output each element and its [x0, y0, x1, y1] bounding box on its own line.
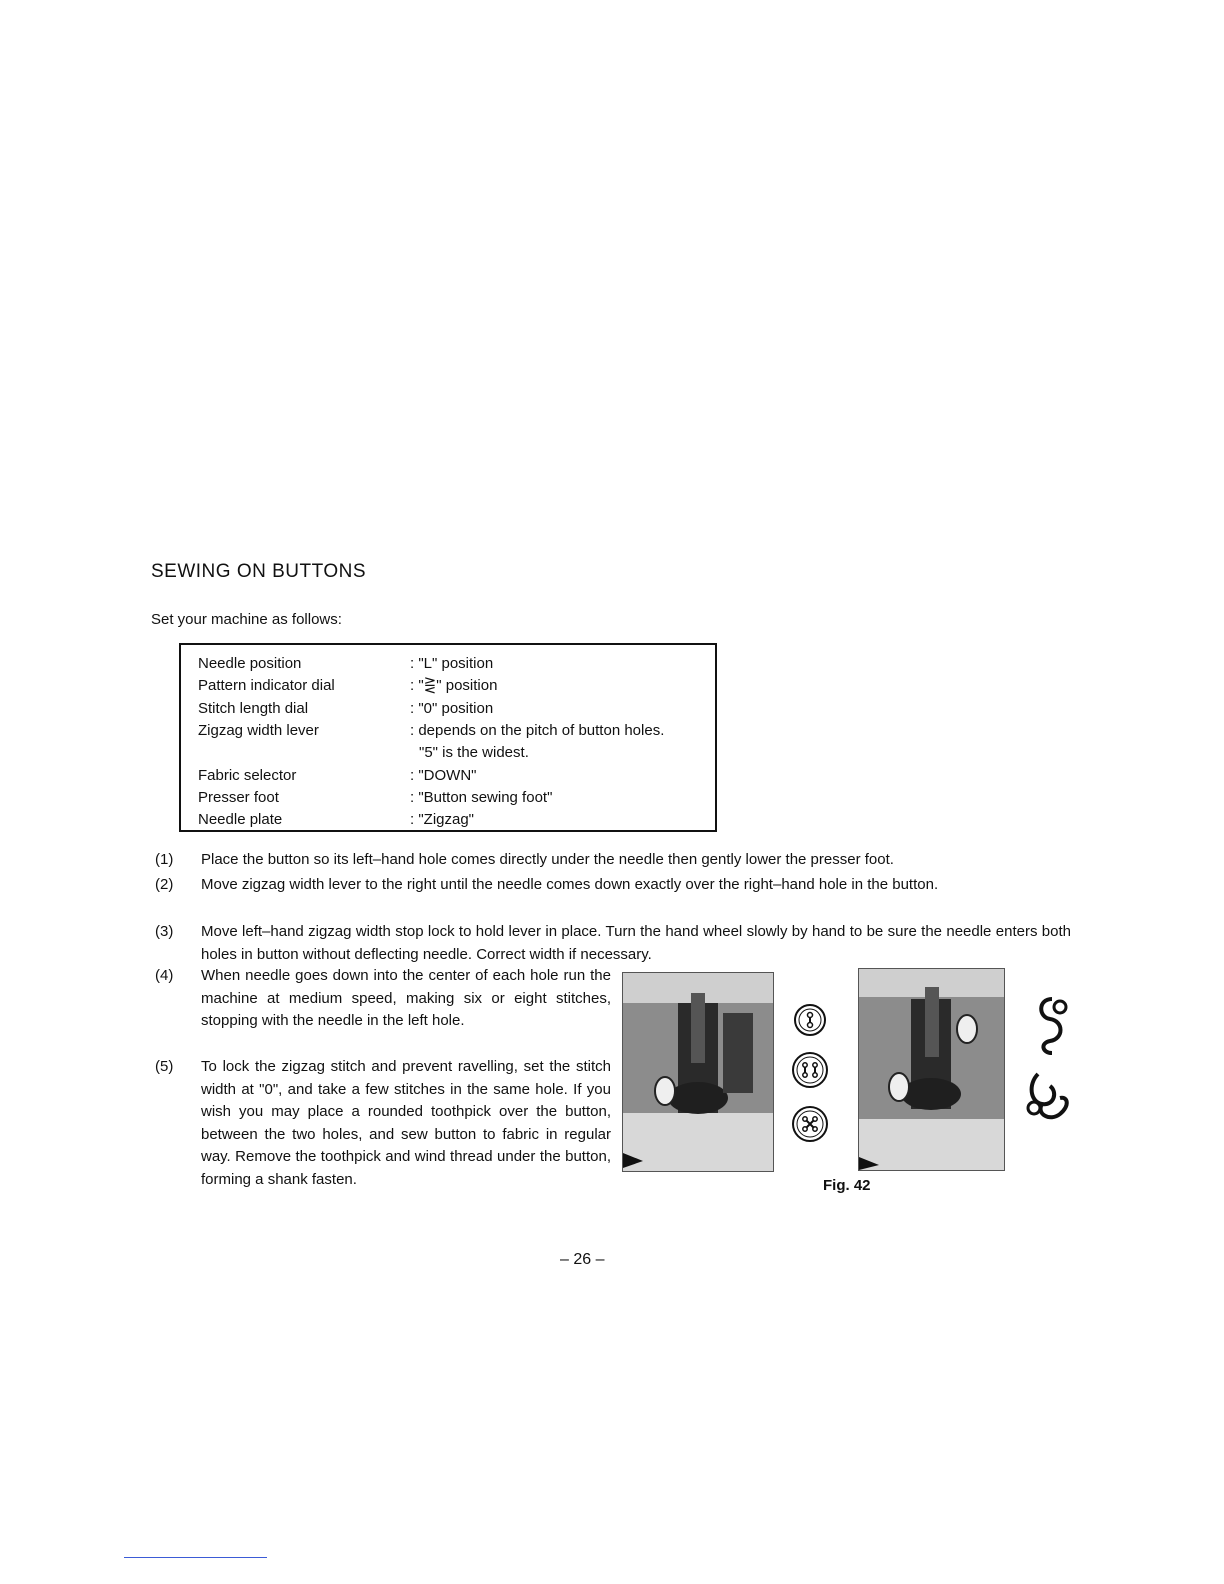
step-text: Place the button so its left–hand hole comes directly under the needle then gently lower the presser foot.: [201, 851, 894, 868]
step-number: (1): [155, 851, 174, 868]
footer-rule: [124, 1557, 267, 1558]
setting-value-continuation: "5" is the widest.: [419, 744, 529, 761]
setting-value: : "DOWN": [410, 767, 477, 784]
step-number: (4): [155, 967, 174, 984]
step-number: (5): [155, 1058, 174, 1075]
setting-label: Needle plate: [198, 811, 283, 828]
sewing-foot-photo-left: [622, 972, 774, 1172]
setting-label: Stitch length dial: [198, 700, 309, 717]
setting-value: : "⋛" position: [410, 677, 498, 694]
four-hole-button-cross-icon: [791, 1105, 829, 1143]
setting-label: Fabric selector: [198, 767, 297, 784]
thread-shank-icon: [1030, 995, 1074, 1057]
setting-label: Presser foot: [198, 789, 279, 806]
step-text: Move left–hand zigzag width stop lock to hold lever in place. Turn the hand wheel slowly by hand to be sure the needle enters both holes in button without deflecting needle. Correct width if necessary.: [201, 923, 1071, 963]
thread-knot-icon: [1024, 1068, 1076, 1124]
presser-foot-illustration: [859, 969, 1004, 1170]
setting-value: : "Zigzag": [410, 811, 475, 828]
setting-label: Pattern indicator dial: [198, 677, 335, 694]
intro-text: Set your machine as follows:: [151, 611, 342, 628]
step-number: (2): [155, 876, 174, 893]
sewing-foot-photo-right: [858, 968, 1005, 1171]
settings-box: [179, 643, 717, 832]
step-text: Move zigzag width lever to the right until the needle comes down exactly over the right–hand hole in the button.: [201, 876, 939, 893]
four-hole-button-parallel-icon: [791, 1051, 829, 1089]
setting-value: : depends on the pitch of button holes.: [410, 722, 665, 739]
setting-label: Zigzag width lever: [198, 722, 319, 739]
step-text: When needle goes down into the center of each hole run the machine at medium speed, making six or eight stitches, stopping with the needle in the left hole.: [201, 967, 611, 1029]
section-heading: SEWING ON BUTTONS: [151, 561, 367, 582]
setting-value: : "Button sewing foot": [410, 789, 553, 806]
setting-label: Needle position: [198, 655, 302, 672]
setting-value: : "L" position: [410, 655, 494, 672]
page-number: – 26 –: [560, 1251, 605, 1268]
figure-label: Fig. 42: [823, 1177, 871, 1194]
step-number: (3): [155, 923, 174, 940]
step-text: To lock the zigzag stitch and prevent ravelling, set the stitch width at "0", and take a few stitches in the same hole. If you wish you may place a rounded toothpick over the button, between the two holes, and sew button to fabric in regular way. Remove the toothpick and wind thread under the button, forming a shank fasten.: [201, 1058, 611, 1188]
two-hole-button-icon: [793, 1003, 827, 1037]
setting-value: : "0" position: [410, 700, 494, 717]
presser-foot-illustration: [623, 973, 773, 1171]
